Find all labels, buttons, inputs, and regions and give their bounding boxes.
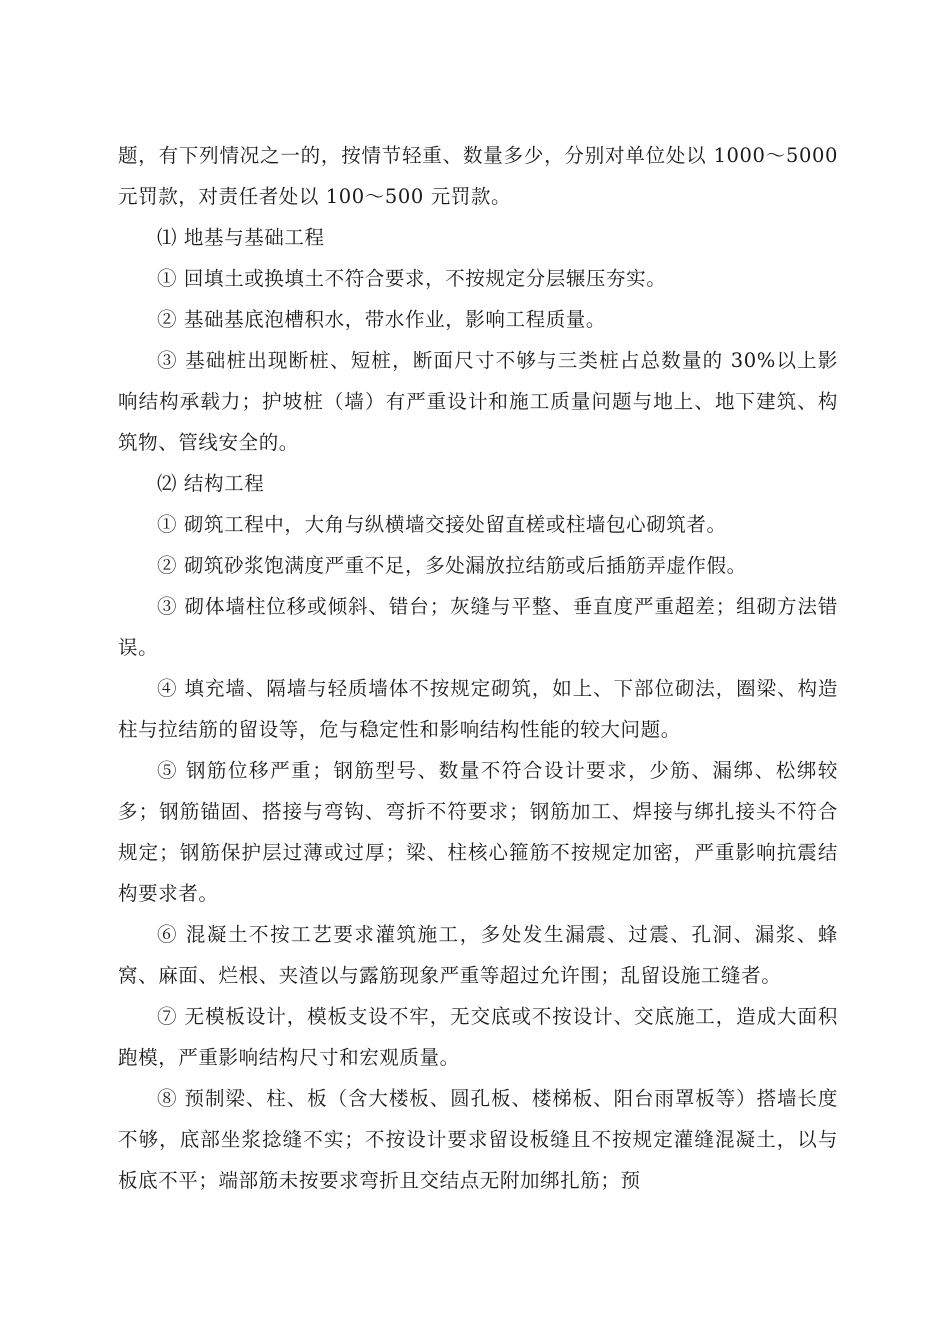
list-item-structure-8: ⑧ 预制梁、柱、板（含大楼板、圆孔板、楼梯板、阳台雨罩板等）搭墙长度不够，底部坐浆捻缝不实；不按设计要求留设板缝且不按规定灌缝混凝土，以与板底不平；端部筋未按要求弯折且交结点无附加绑扎筋；预 bbox=[118, 1087, 838, 1192]
paragraph-intro: 题，有下列情况之一的，按情节轻重、数量多少，分别对单位处以 1000～5000 元罚款，对责任者处以 100～500 元罚款。 bbox=[118, 144, 838, 208]
list-item-structure-6: ⑥ 混凝土不按工艺要求灌筑施工，多处发生漏震、过震、孔洞、漏浆、蜂窝、麻面、烂根、夹渣以与露筋现象严重等超过允许围；乱留设施工缝者。 bbox=[118, 923, 838, 987]
list-item-foundation-2: ② 基础基底泡槽积水，带水作业，影响工程质量。 bbox=[157, 308, 606, 331]
list-item-structure-5: ⑤ 钢筋位移严重；钢筋型号、数量不符合设计要求，少筋、漏绑、松绑较多；钢筋锚固、搭接与弯钩、弯折不符要求；钢筋加工、焊接与绑扎接头不符合规定；钢筋保护层过薄或过厚；梁、柱核心箍筋不按规定加密，严重影响抗震结构要求者。 bbox=[118, 759, 838, 905]
list-item-structure-4: ④ 填充墙、隔墙与轻质墙体不按规定砌筑，如上、下部位砌法，圈梁、构造柱与拉结筋的留设等，危与稳定性和影响结构性能的较大问题。 bbox=[118, 677, 838, 741]
list-item-structure-1: ① 砌筑工程中，大角与纵横墙交接处留直槎或柱墙包心砌筑者。 bbox=[157, 513, 727, 536]
list-item-foundation-1: ① 回填土或换填土不符合要求，不按规定分层辗压夯实。 bbox=[157, 267, 667, 290]
list-item-foundation-3: ③ 基础桩出现断桩、短桩，断面尺寸不够与三类桩占总数量的 30%以上影响结构承载力；护坡桩（墙）有严重设计和施工质量问题与地上、地下建筑、构筑物、管线安全的。 bbox=[118, 349, 838, 454]
section-heading-foundation: ⑴ 地基与基础工程 bbox=[157, 226, 325, 249]
document-body bbox=[118, 135, 838, 1201]
list-item-structure-2: ② 砌筑砂浆饱满度严重不足，多处漏放拉结筋或后插筋弄虚作假。 bbox=[157, 554, 747, 577]
section-heading-structure: ⑵ 结构工程 bbox=[157, 472, 265, 495]
list-item-structure-3: ③ 砌体墙柱位移或倾斜、错台；灰缝与平整、垂直度严重超差；组砌方法错误。 bbox=[118, 595, 838, 659]
list-item-structure-7: ⑦ 无模板设计，模板支设不牢，无交底或不按设计、交底施工，造成大面积跑模，严重影响结构尺寸和宏观质量。 bbox=[118, 1005, 838, 1069]
